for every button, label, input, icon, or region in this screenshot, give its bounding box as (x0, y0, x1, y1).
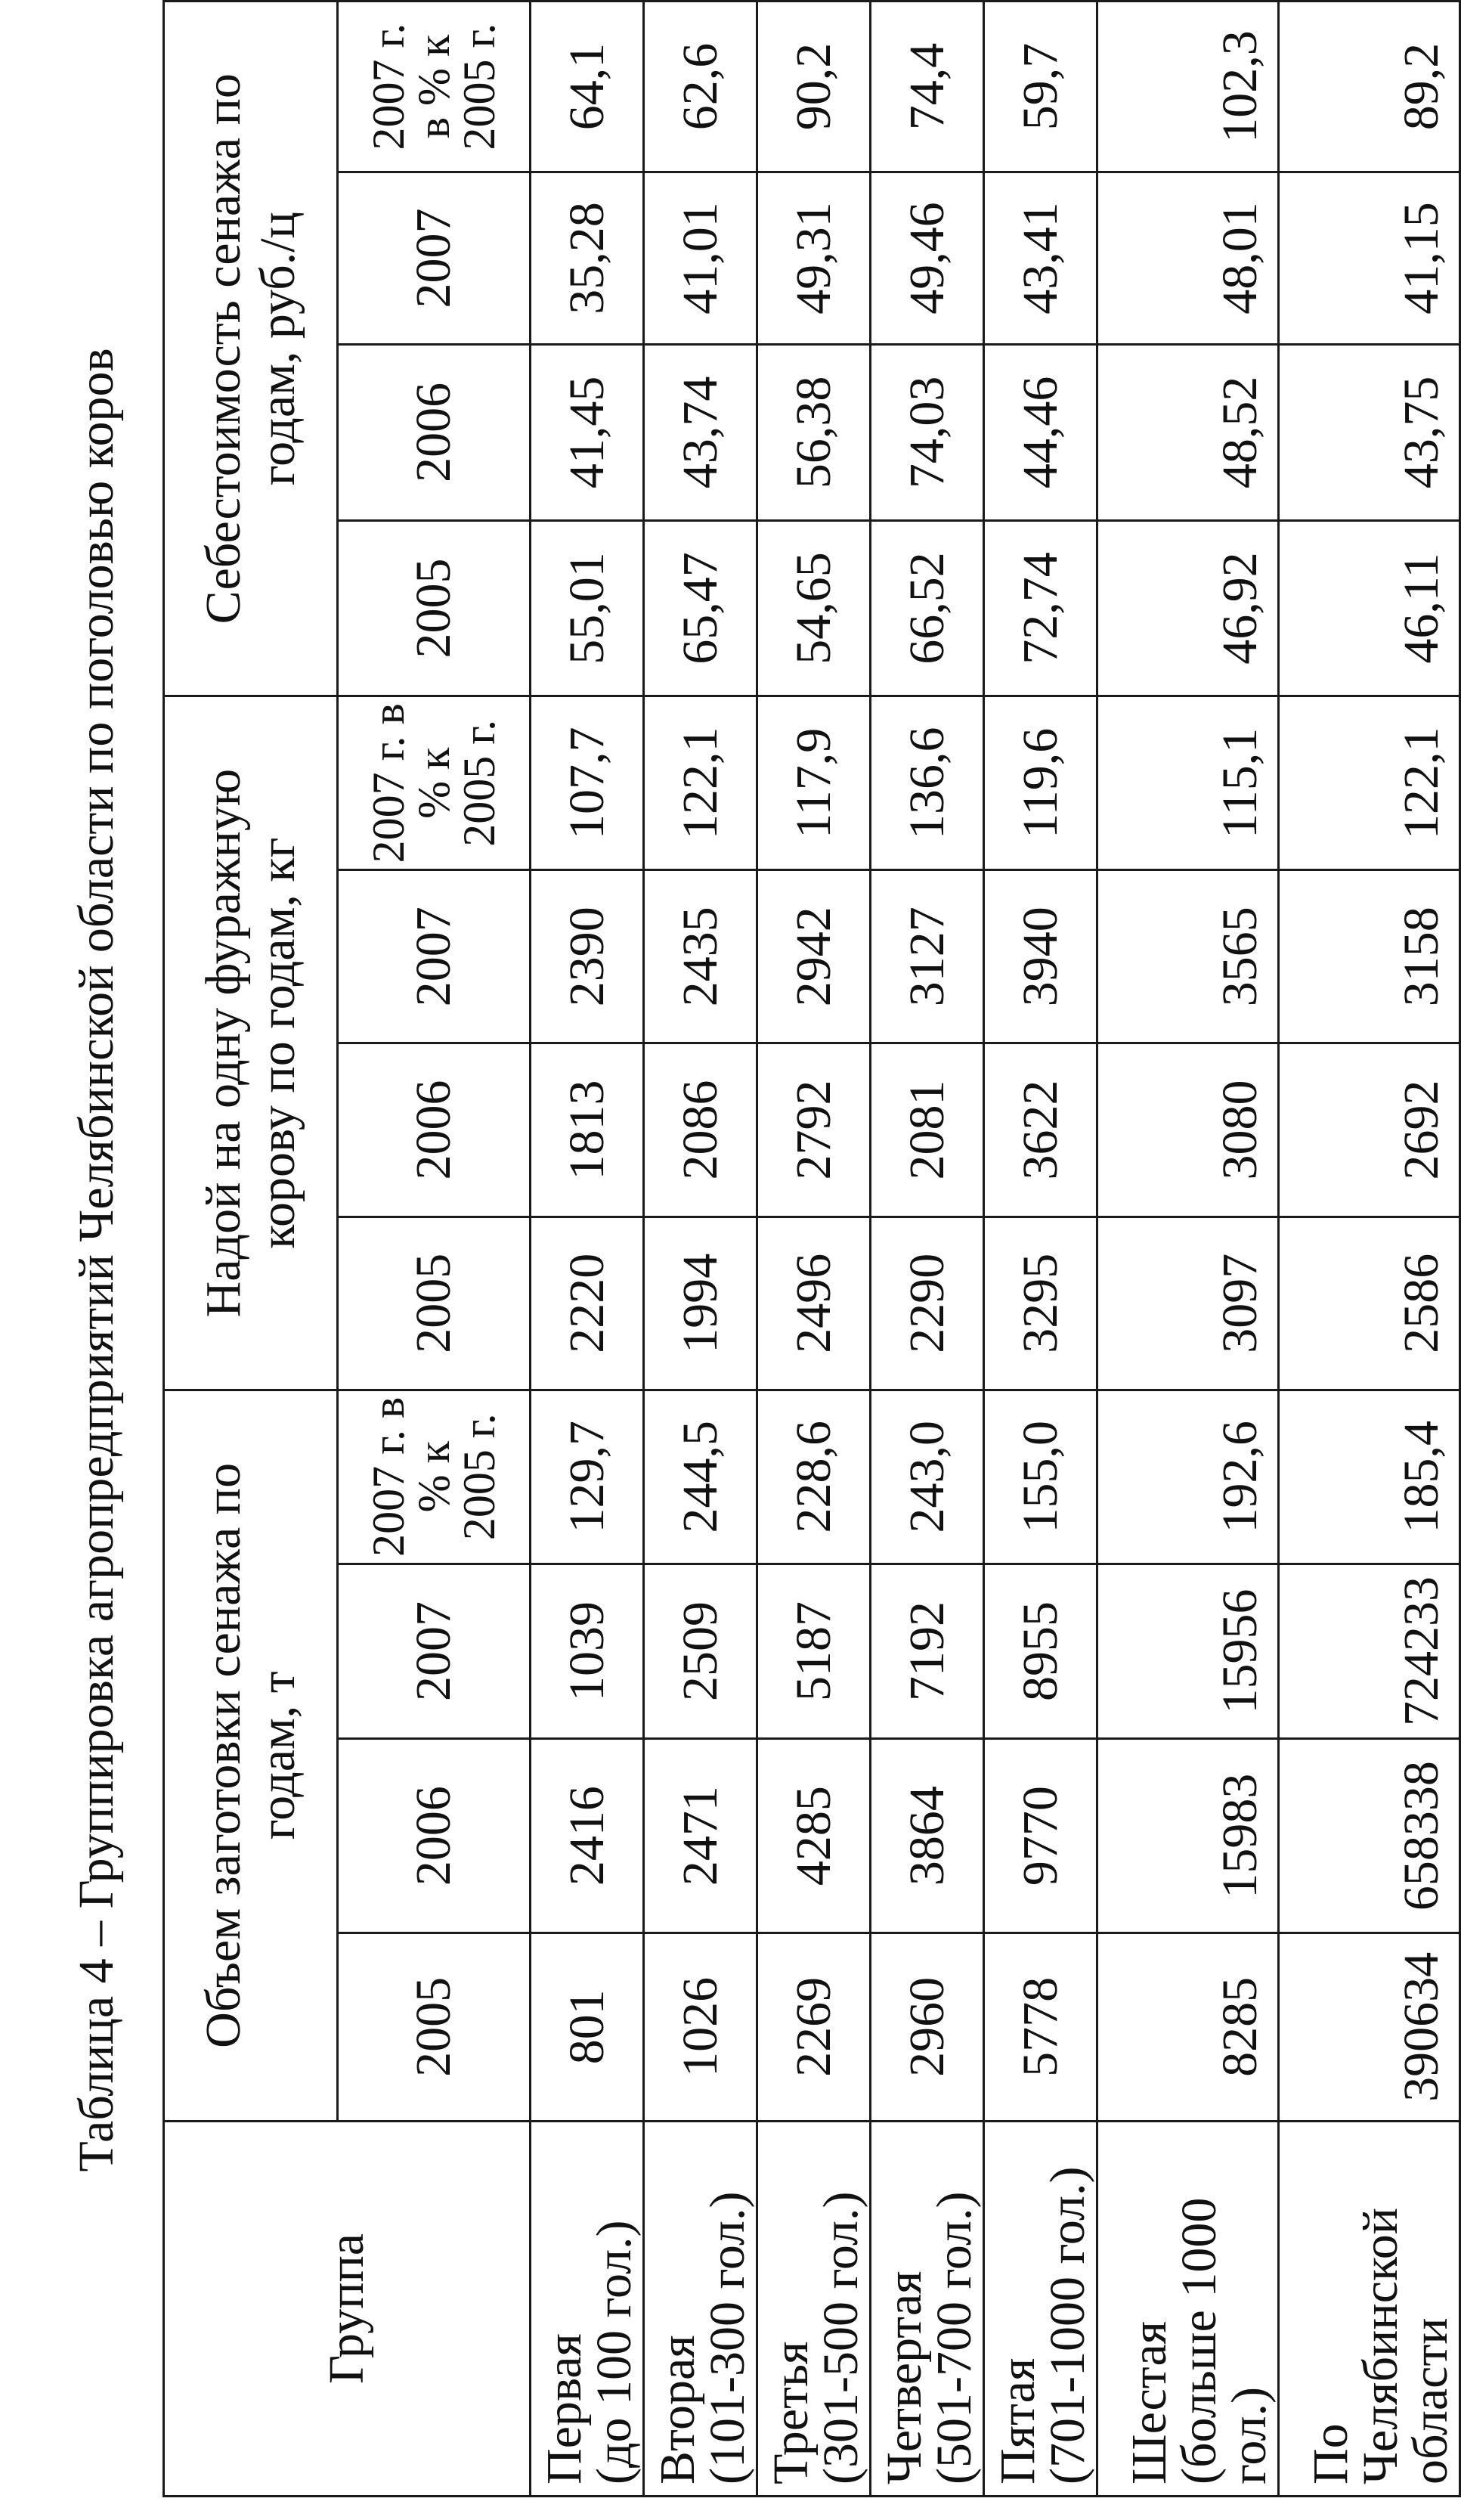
value-cell: 62,6 (644, 2, 757, 172)
value-cell: 5778 (984, 1933, 1097, 2121)
value-cell: 2496 (757, 1217, 871, 1390)
value-cell: 724233 (1279, 1564, 1460, 1739)
value-cell: 15983 (1097, 1739, 1279, 1933)
table-row (757, 2, 871, 2497)
group-label-line: Челябинской (1353, 2207, 1408, 2484)
value-cell: 65,47 (644, 520, 757, 696)
value-cell: 15956 (1097, 1564, 1279, 1739)
value-cell: 8285 (1097, 1933, 1279, 2121)
group-label-line: Первая (537, 2333, 592, 2484)
group-label-line: (больше 1000 (1172, 2197, 1227, 2484)
value-cell: 2435 (644, 870, 757, 1043)
value-cell: 64,1 (531, 2, 644, 172)
group-label-line: (501-700 гол.) (927, 2191, 982, 2484)
data-table (163, 0, 1461, 2497)
year-header: 2007 (338, 172, 531, 345)
value-cell: 119,6 (984, 696, 1097, 870)
table-caption: Таблица 4 – Группировка агропредприятий Челябинской области по поголовью коров (69, 348, 124, 2172)
year-header: 2005 (338, 1217, 531, 1390)
group-label-line: гол.) (1221, 2387, 1277, 2484)
group-label-line: (до 100 гол.) (587, 2220, 642, 2484)
group-cell (871, 2121, 984, 2496)
percent-header: 2007 г. в % к 2005 г. (338, 696, 531, 870)
value-cell: 43,75 (1279, 344, 1460, 520)
header-row-top (164, 2, 338, 2497)
value-cell: 185,4 (1279, 1390, 1460, 1564)
value-cell: 7192 (871, 1564, 984, 1739)
group-label-line: Четвертая (877, 2270, 932, 2484)
value-cell: 4285 (757, 1739, 871, 1933)
year-header: 2006 (338, 344, 531, 520)
value-cell: 102,3 (1097, 2, 1279, 172)
year-header: 2007 (338, 1564, 531, 1739)
group-cell (531, 2121, 644, 2496)
value-cell: 49,31 (757, 172, 871, 345)
cost-header: Себестоимость сенажа по годам, руб./ц (164, 2, 338, 696)
value-cell: 49,46 (871, 172, 984, 345)
year-header: 2006 (338, 1739, 531, 1933)
value-cell: 46,92 (1097, 520, 1279, 696)
value-cell: 390634 (1279, 1933, 1460, 2121)
value-cell: 48,52 (1097, 344, 1279, 520)
value-cell: 801 (531, 1933, 644, 2121)
value-cell: 1994 (644, 1217, 757, 1390)
value-cell: 43,41 (984, 172, 1097, 345)
group-label-line: (101-300 гол.) (700, 2191, 755, 2484)
value-cell: 2960 (871, 1933, 984, 2121)
value-cell: 44,46 (984, 344, 1097, 520)
value-cell: 3565 (1097, 870, 1279, 1043)
value-cell: 3940 (984, 870, 1097, 1043)
table-row (1279, 2, 1460, 2497)
year-header: 2005 (338, 1933, 531, 2121)
value-cell: 66,52 (871, 520, 984, 696)
value-cell: 2220 (531, 1217, 644, 1390)
value-cell: 41,45 (531, 344, 644, 520)
table-row (871, 2, 984, 2497)
value-cell: 2290 (871, 1217, 984, 1390)
value-cell: 2390 (531, 870, 644, 1043)
value-cell: 3097 (1097, 1217, 1279, 1390)
value-cell: 8955 (984, 1564, 1097, 1739)
value-cell: 155,0 (984, 1390, 1097, 1564)
value-cell: 2509 (644, 1564, 757, 1739)
group-cell (984, 2121, 1097, 2496)
value-cell: 54,65 (757, 520, 871, 696)
value-cell: 129,7 (531, 1390, 644, 1564)
value-cell: 115,1 (1097, 696, 1279, 870)
group-label-line: Шестая (1122, 2320, 1177, 2484)
value-cell: 2792 (757, 1043, 871, 1217)
value-cell: 9770 (984, 1739, 1097, 1933)
year-header: 2005 (338, 520, 531, 696)
group-label-line: По (1303, 2423, 1358, 2484)
group-label-line: Вторая (650, 2335, 705, 2484)
value-cell: 56,38 (757, 344, 871, 520)
value-cell: 192,6 (1097, 1390, 1279, 1564)
value-cell: 74,03 (871, 344, 984, 520)
value-cell: 2081 (871, 1043, 984, 1217)
group-label-line: (701-1000 гол.) (1040, 2166, 1095, 2484)
value-cell: 117,9 (757, 696, 871, 870)
value-cell: 107,7 (531, 696, 644, 870)
value-cell: 3622 (984, 1043, 1097, 1217)
value-cell: 122,1 (644, 696, 757, 870)
value-cell: 243,0 (871, 1390, 984, 1564)
group-label-line: Третья (763, 2341, 819, 2484)
value-cell: 244,5 (644, 1390, 757, 1564)
value-cell: 90,2 (757, 2, 871, 172)
value-cell: 2692 (1279, 1043, 1460, 1217)
table-row (984, 2, 1097, 2497)
group-cell (757, 2121, 871, 2496)
value-cell: 35,28 (531, 172, 644, 345)
value-cell: 3295 (984, 1217, 1097, 1390)
value-cell: 228,6 (757, 1390, 871, 1564)
volume-header: Объем заготовки сенажа по годам, т (164, 1390, 338, 2121)
value-cell: 46,11 (1279, 520, 1460, 696)
table-row (1097, 2, 1279, 2497)
group-cell (1279, 2121, 1460, 2496)
value-cell: 136,6 (871, 696, 984, 870)
value-cell: 1039 (531, 1564, 644, 1739)
value-cell: 5187 (757, 1564, 871, 1739)
value-cell: 2269 (757, 1933, 871, 2121)
value-cell: 2586 (1279, 1217, 1460, 1390)
value-cell: 41,01 (644, 172, 757, 345)
value-cell: 3080 (1097, 1043, 1279, 1217)
year-header: 2007 (338, 870, 531, 1043)
value-cell: 2416 (531, 1739, 644, 1933)
value-cell: 3127 (871, 870, 984, 1043)
value-cell: 3864 (871, 1739, 984, 1933)
value-cell: 41,15 (1279, 172, 1460, 345)
group-header: Группа (164, 2121, 531, 2496)
percent-header: 2007 г. в % к 2005 г. (338, 2, 531, 172)
value-cell: 48,01 (1097, 172, 1279, 345)
group-label-line: (301-500 гол.) (813, 2191, 868, 2484)
group-label-line: области (1403, 2317, 1458, 2484)
value-cell: 89,2 (1279, 2, 1460, 172)
value-cell: 74,4 (871, 2, 984, 172)
value-cell: 1026 (644, 1933, 757, 2121)
year-header: 2006 (338, 1043, 531, 1217)
value-cell: 3158 (1279, 870, 1460, 1043)
yield-header: Надой на одну фуражную корову по годам, кг (164, 696, 338, 1390)
group-cell (1097, 2121, 1279, 2496)
percent-header: 2007 г. в % к 2005 г. (338, 1390, 531, 1564)
value-cell: 2086 (644, 1043, 757, 1217)
table-row (644, 2, 757, 2497)
value-cell: 2942 (757, 870, 871, 1043)
value-cell: 2471 (644, 1739, 757, 1933)
value-cell: 658338 (1279, 1739, 1460, 1933)
group-label-line: Пятая (990, 2357, 1045, 2484)
value-cell: 55,01 (531, 520, 644, 696)
value-cell: 72,74 (984, 520, 1097, 696)
value-cell: 122,1 (1279, 696, 1460, 870)
value-cell: 43,74 (644, 344, 757, 520)
value-cell: 1813 (531, 1043, 644, 1217)
group-cell (644, 2121, 757, 2496)
table-row (531, 2, 644, 2497)
value-cell: 59,7 (984, 2, 1097, 172)
